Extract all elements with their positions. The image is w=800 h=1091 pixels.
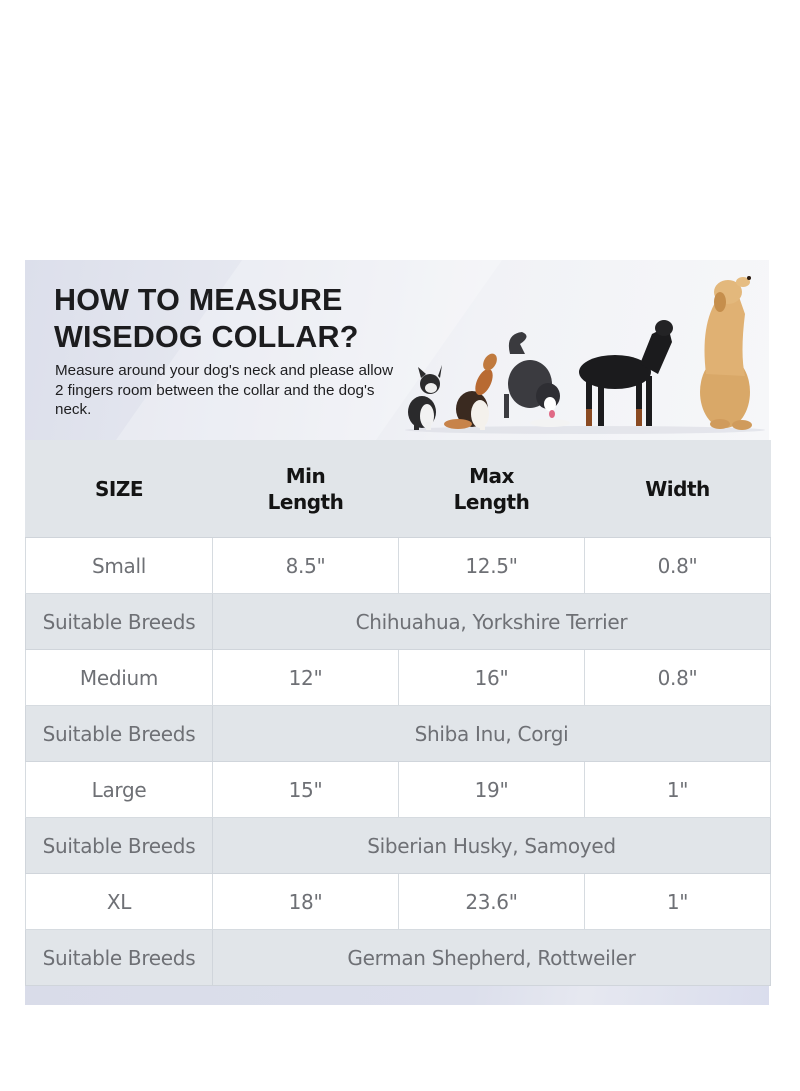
dog-doberman-icon [579, 320, 673, 426]
dogs-lineup-image [400, 264, 769, 440]
table-row-large [26, 762, 771, 818]
cell-size: Small [26, 538, 213, 594]
banner-description: Measure around your dog's neck and please allow 2 fingers room between the collar and the dog's neck. [55, 362, 394, 418]
cell-width: 0.8" [585, 650, 771, 706]
cell-max-length: 19" [399, 762, 585, 818]
dog-boston-terrier-icon [408, 365, 442, 430]
cell-breeds-label: Suitable Breeds [26, 930, 213, 986]
cell-size: Medium [26, 650, 213, 706]
size-chart-card [25, 260, 769, 1005]
dog-border-collie-icon [504, 332, 570, 427]
header-max-length-line2: Length [453, 489, 530, 514]
banner-title [54, 282, 359, 356]
header-width: Width [585, 440, 771, 538]
table-row-breeds-xl [26, 930, 771, 986]
dog-golden-retriever-icon [700, 276, 752, 430]
bottom-decorative-strip [25, 986, 769, 1005]
header-min-length [213, 440, 399, 538]
table-row-breeds-medium [26, 706, 771, 762]
cell-min-length: 8.5" [213, 538, 399, 594]
cell-breeds-label: Suitable Breeds [26, 594, 213, 650]
measure-banner [25, 260, 769, 440]
cell-size: Large [26, 762, 213, 818]
banner-title-line2: WISEDOG COLLAR? [54, 320, 359, 354]
header-min-length-line1: Min [285, 463, 326, 488]
table-row-xl [26, 874, 771, 930]
dog-beagle-icon [444, 351, 500, 430]
size-chart-table [25, 440, 771, 986]
cell-breeds: German Shepherd, Rottweiler [213, 930, 771, 986]
header-max-length [399, 440, 585, 538]
table-row-breeds-small [26, 594, 771, 650]
cell-width: 1" [585, 874, 771, 930]
cell-width: 1" [585, 762, 771, 818]
cell-max-length: 16" [399, 650, 585, 706]
cell-min-length: 12" [213, 650, 399, 706]
cell-max-length: 12.5" [399, 538, 585, 594]
table-row-small [26, 538, 771, 594]
header-min-length-line2: Length [267, 489, 344, 514]
table-header-row [26, 440, 771, 538]
cell-min-length: 15" [213, 762, 399, 818]
cell-max-length: 23.6" [399, 874, 585, 930]
header-max-length-line1: Max [469, 463, 514, 488]
cell-breeds: Shiba Inu, Corgi [213, 706, 771, 762]
table-row-breeds-large [26, 818, 771, 874]
cell-breeds-label: Suitable Breeds [26, 818, 213, 874]
cell-breeds-label: Suitable Breeds [26, 706, 213, 762]
cell-breeds: Siberian Husky, Samoyed [213, 818, 771, 874]
table-row-medium [26, 650, 771, 706]
header-size: SIZE [26, 440, 213, 538]
cell-width: 0.8" [585, 538, 771, 594]
banner-title-line1: HOW TO MEASURE [54, 283, 343, 317]
cell-size: XL [26, 874, 213, 930]
cell-min-length: 18" [213, 874, 399, 930]
cell-breeds: Chihuahua, Yorkshire Terrier [213, 594, 771, 650]
